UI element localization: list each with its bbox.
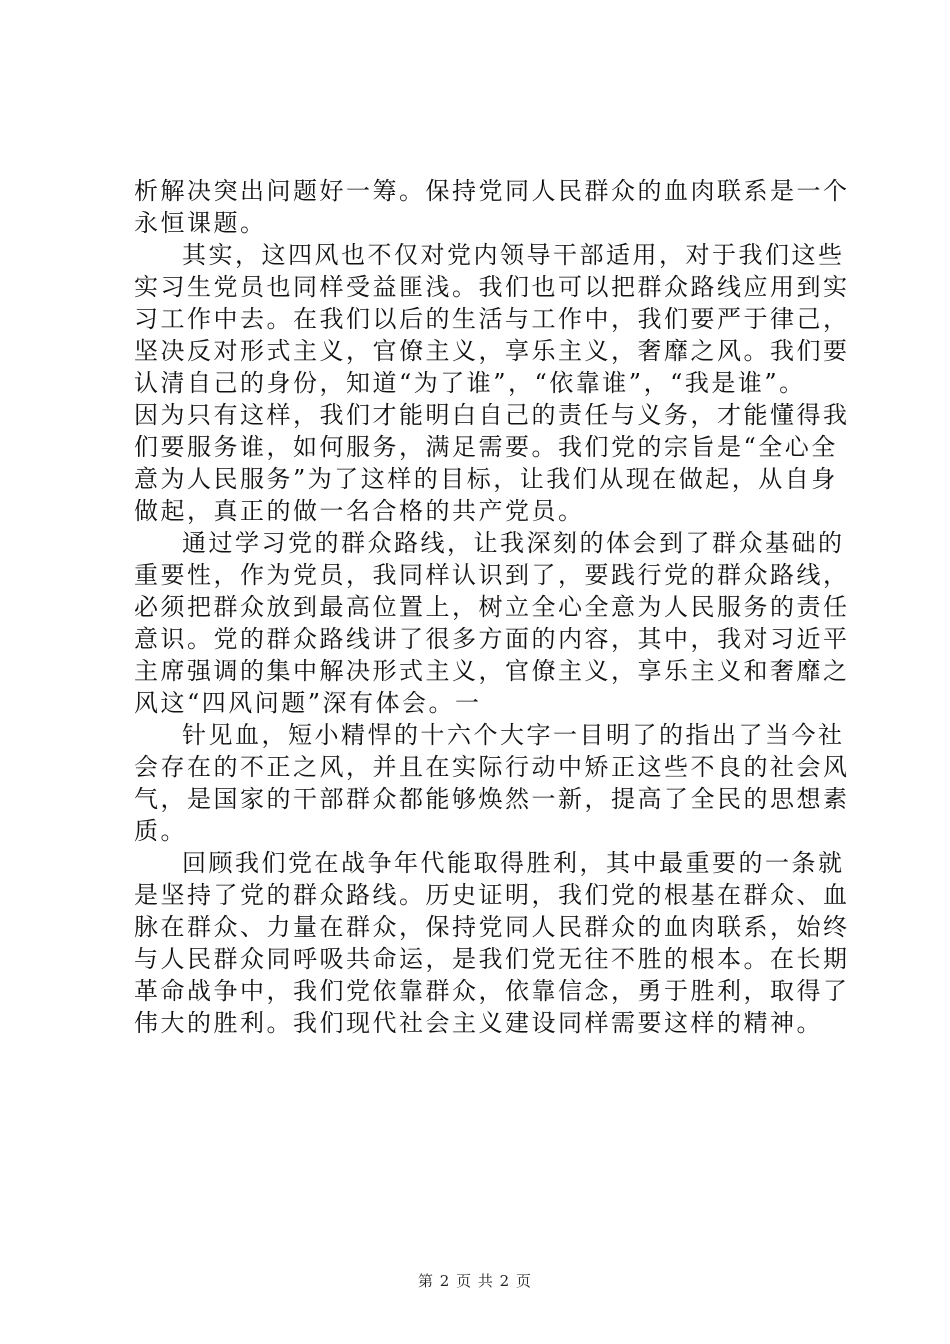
text-line: 质。 [134, 817, 187, 845]
text-line: 是坚持了党的群众路线。历史证明，我们党的根基在群众、血 [134, 881, 850, 909]
page-footer: 第 2 页 共 2 页 [418, 1272, 532, 1290]
text-line: 必须把群众放到最高位置上，树立全心全意为人民服务的责任 [134, 593, 850, 621]
text-line: 针见血，短小精悍的十六个大字一目明了的指出了当今社 [182, 721, 845, 749]
text-line: 习工作中去。在我们以后的生活与工作中，我们要严于律己， [134, 305, 850, 333]
text-line: 风这“四风问题”深有体会。一 [134, 689, 482, 717]
text-line: 与人民群众同呼吸共命运，是我们党无往不胜的根本。在长期 [134, 945, 850, 973]
text-line: 主席强调的集中解决形式主义，官僚主义，享乐主义和奢靡之 [134, 657, 850, 685]
text-line: 实习生党员也同样受益匪浅。我们也可以把群众路线应用到实 [134, 273, 850, 301]
text-line: 们要服务谁，如何服务，满足需要。我们党的宗旨是“全心全 [134, 433, 838, 461]
text-line: 革命战争中，我们党依靠群众，依靠信念，勇于胜利，取得了 [134, 977, 850, 1005]
text-line: 伟大的胜利。我们现代社会主义建设同样需要这样的精神。 [134, 1009, 823, 1037]
text-line: 回顾我们党在战争年代能取得胜利，其中最重要的一条就 [182, 849, 845, 877]
text-line: 坚决反对形式主义，官僚主义，享乐主义，奢靡之风。我们要 [134, 337, 850, 365]
text-line: 做起，真正的做一名合格的共产党员。 [134, 497, 585, 525]
text-line: 析解决突出问题好一筹。保持党同人民群众的血肉联系是一个 [134, 177, 850, 205]
document-body [134, 175, 854, 1039]
text-line: 认清自己的身份，知道“为了谁”，“依靠谁”，“我是谁”。 [134, 369, 806, 397]
text-line: 气，是国家的干部群众都能够焕然一新，提高了全民的思想素 [134, 785, 850, 813]
text-line: 重要性，作为党员，我同样认识到了，要践行党的群众路线， [134, 561, 850, 589]
text-line: 意为人民服务”为了这样的目标，让我们从现在做起，从自身 [134, 465, 838, 493]
text-line: 会存在的不正之风，并且在实际行动中矫正这些不良的社会风 [134, 753, 850, 781]
text-line: 意识。党的群众路线讲了很多方面的内容，其中，我对习近平 [134, 625, 850, 653]
text-line: 通过学习党的群众路线，让我深刻的体会到了群众基础的 [182, 529, 845, 557]
text-line: 其实，这四风也不仅对党内领导干部适用，对于我们这些 [182, 241, 845, 269]
text-line: 脉在群众、力量在群众，保持党同人民群众的血肉联系，始终 [134, 913, 850, 941]
text-line: 因为只有这样，我们才能明白自己的责任与义务，才能懂得我 [134, 401, 850, 429]
text-line: 永恒课题。 [134, 209, 267, 237]
